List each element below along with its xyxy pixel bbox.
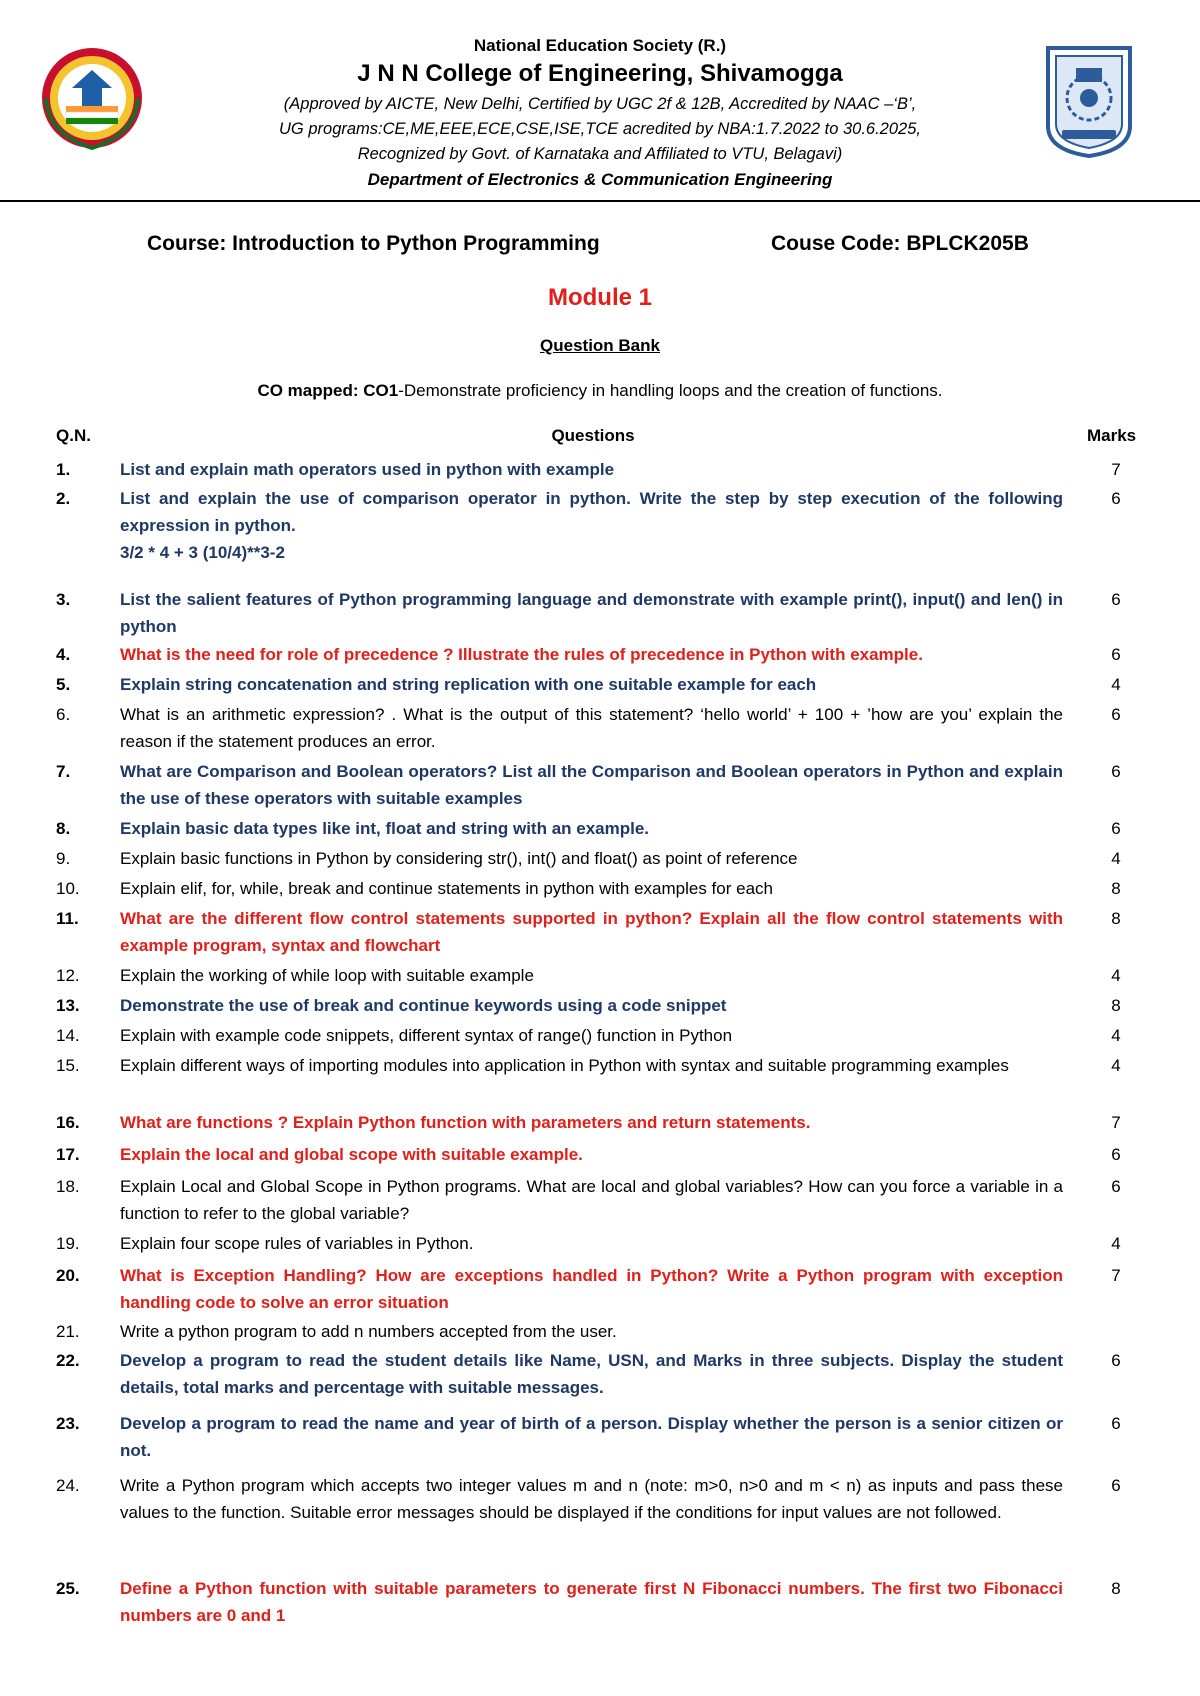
question-body: What are Comparison and Boolean operators? List all the Comparison and Boolean operators in Python and explain the use of these operators with suitable examples <box>120 762 1063 808</box>
question-text <box>120 1173 1063 1227</box>
question-text <box>120 1575 1063 1629</box>
question-number: 4. <box>56 645 71 664</box>
question-body: Explain different ways of importing modules into application in Python with syntax and suitable programming examples <box>120 1056 1009 1075</box>
question-text <box>120 701 1063 755</box>
question-body: List the salient features of Python programming language and demonstrate with example print(), input() and len() in python <box>120 590 1063 636</box>
question-body: Explain basic data types like int, float and string with an example. <box>120 819 650 838</box>
question-number: 17. <box>56 1145 80 1164</box>
header-divider <box>0 200 1200 202</box>
question-marks: 4 <box>1111 1234 1121 1253</box>
question-marks: 7 <box>1111 1113 1121 1132</box>
question-text <box>120 1052 1063 1079</box>
question-body: Develop a program to read the student details like Name, USN, and Marks in three subjects. Display the student details, total marks and percentage with suitable messages. <box>120 1351 1063 1397</box>
question-marks: 4 <box>1111 966 1121 985</box>
question-number: 21. <box>56 1322 80 1341</box>
question-text <box>120 992 1063 1019</box>
question-number: 6. <box>56 705 71 724</box>
question-text <box>120 641 1063 668</box>
question-body: Explain string concatenation and string replication with one suitable example for each <box>120 675 817 694</box>
question-text <box>120 1141 1063 1168</box>
question-text <box>120 1347 1063 1401</box>
question-marks: 4 <box>1111 849 1121 868</box>
question-body: What are functions ? Explain Python function with parameters and return statements. <box>120 1113 811 1132</box>
question-number: 20. <box>56 1266 80 1285</box>
question-text <box>120 962 1063 989</box>
question-text <box>120 1230 1063 1257</box>
question-body: Explain elif, for, while, break and continue statements in python with examples for each <box>120 879 773 898</box>
question-body: Develop a program to read the name and year of birth of a person. Display whether the person is a senior citizen or not. <box>120 1414 1063 1460</box>
question-marks: 6 <box>1111 489 1121 508</box>
question-number: 15. <box>56 1056 80 1075</box>
approval-line: UG programs:CE,ME,EEE,ECE,CSE,ISE,TCE acredited by NBA:1.7.2022 to 30.6.2025, <box>279 120 921 138</box>
question-number: 2. <box>56 489 71 508</box>
question-text <box>120 1022 1063 1049</box>
question-body: What are the different flow control statements supported in python? Explain all the flow control statements with example program, syntax and flowchart <box>120 909 1063 955</box>
co-code: CO1 <box>363 381 399 400</box>
question-text <box>120 875 1063 902</box>
module-title: Module 1 <box>547 284 652 311</box>
approval-line: (Approved by AICTE, New Delhi, Certified by UGC 2f & 12B, Accredited by NAAC –‘B’, <box>283 95 917 113</box>
question-marks: 8 <box>1111 996 1121 1015</box>
course-code: Couse Code: BPLCK205B <box>771 232 1029 255</box>
question-number: 13. <box>56 996 80 1015</box>
department-name: Department of Electronics & Communication Engineering <box>367 170 833 189</box>
question-text <box>120 845 1063 872</box>
question-number: 12. <box>56 966 80 985</box>
question-number: 23. <box>56 1414 80 1433</box>
question-body: Explain basic functions in Python by considering str(), int() and float() as point of reference <box>120 849 798 868</box>
question-text <box>120 1318 1063 1345</box>
question-number: 10. <box>56 879 80 898</box>
question-number: 8. <box>56 819 71 838</box>
question-body: Write a python program to add n numbers accepted from the user. <box>120 1322 617 1341</box>
question-number: 18. <box>56 1177 80 1196</box>
course-title: Course: Introduction to Python Programming <box>147 232 600 255</box>
question-text <box>120 485 1063 566</box>
question-body: Define a Python function with suitable parameters to generate first N Fibonacci numbers. The first two Fibonacci numbers are 0 and 1 <box>120 1579 1063 1625</box>
question-text <box>120 456 1063 483</box>
question-text <box>120 905 1063 959</box>
question-number: 9. <box>56 849 71 868</box>
question-marks: 6 <box>1111 762 1121 781</box>
question-body: What is Exception Handling? How are exceptions handled in Python? Write a Python program with exception handling code to solve an error situation <box>120 1266 1063 1312</box>
question-marks: 4 <box>1111 1056 1121 1075</box>
question-body: What is an arithmetic expression? . What is the output of this statement? ‘hello world’ + 100 + ’how are you’ explain the reason if the statement produces an error. <box>120 705 1063 751</box>
co-mapped <box>0 381 1200 401</box>
question-body: Write a Python program which accepts two integer values m and n (note: m>0, n>0 and m < n) as inputs and pass these values to the function. Suitable error messages should be displayed if the conditions for input values are not followed. <box>120 1476 1063 1522</box>
question-number: 11. <box>56 909 79 928</box>
question-marks: 4 <box>1111 675 1121 694</box>
question-body: Explain Local and Global Scope in Python programs. What are local and global variables? How can you force a variable in a function to refer to the global variable? <box>120 1177 1063 1223</box>
question-number: 1. <box>56 460 71 479</box>
question-number: 25. <box>56 1579 80 1598</box>
question-number: 7. <box>56 762 71 781</box>
question-marks: 6 <box>1111 590 1121 609</box>
question-bank-heading: Question Bank <box>540 336 660 355</box>
question-marks: 6 <box>1111 705 1121 724</box>
question-text <box>120 758 1063 812</box>
question-text <box>120 586 1063 640</box>
question-number: 14. <box>56 1026 80 1045</box>
question-marks: 6 <box>1111 1351 1121 1370</box>
society-name: National Education Society (R.) <box>473 36 727 55</box>
question-body: What is the need for role of precedence ? Illustrate the rules of precedence in Python with example. <box>120 645 923 664</box>
co-label: CO mapped: <box>257 381 359 400</box>
question-body: Explain the local and global scope with suitable example. <box>120 1145 583 1164</box>
question-text <box>120 1262 1063 1316</box>
question-number: 24. <box>56 1476 80 1495</box>
header-marks: Marks <box>1087 426 1137 445</box>
question-text <box>120 1410 1063 1464</box>
question-marks: 7 <box>1111 1266 1121 1285</box>
question-expression: 3/2 * 4 + 3 (10/4)**3-2 <box>120 543 285 562</box>
question-body: Explain with example code snippets, different syntax of range() function in Python <box>120 1026 733 1045</box>
question-marks: 7 <box>1111 460 1121 479</box>
header-qn: Q.N. <box>56 426 91 445</box>
header-questions: Questions <box>551 426 635 445</box>
question-marks: 6 <box>1111 819 1121 838</box>
question-text <box>120 815 1063 842</box>
approval-line: Recognized by Govt. of Karnataka and Affiliated to VTU, Belagavi) <box>357 145 843 163</box>
question-marks: 8 <box>1111 909 1121 928</box>
question-body: Demonstrate the use of break and continue keywords using a code snippet <box>120 996 727 1015</box>
question-marks: 6 <box>1111 1476 1121 1495</box>
question-body: List and explain math operators used in python with example <box>120 460 615 479</box>
question-number: 3. <box>56 590 71 609</box>
question-number: 22. <box>56 1351 80 1370</box>
question-marks: 6 <box>1111 1145 1121 1164</box>
question-text <box>120 1109 1063 1136</box>
question-number: 19. <box>56 1234 80 1253</box>
question-marks: 6 <box>1111 645 1121 664</box>
question-marks: 4 <box>1111 1026 1121 1045</box>
question-text <box>120 1472 1063 1526</box>
question-body: List and explain the use of comparison operator in python. Write the step by step execution of the following expression in python. <box>120 489 1063 535</box>
question-body: Explain the working of while loop with suitable example <box>120 966 534 985</box>
question-number: 16. <box>56 1113 80 1132</box>
question-marks: 6 <box>1111 1414 1121 1433</box>
letterhead <box>0 36 1200 192</box>
question-marks: 8 <box>1111 1579 1121 1598</box>
question-body: Explain four scope rules of variables in Python. <box>120 1234 474 1253</box>
co-text: -Demonstrate proficiency in handling loops and the creation of functions. <box>398 381 943 400</box>
question-text <box>120 671 1063 698</box>
question-marks: 6 <box>1111 1177 1121 1196</box>
question-number: 5. <box>56 675 71 694</box>
college-name: J N N College of Engineering, Shivamogga <box>357 60 843 87</box>
question-marks: 8 <box>1111 879 1121 898</box>
